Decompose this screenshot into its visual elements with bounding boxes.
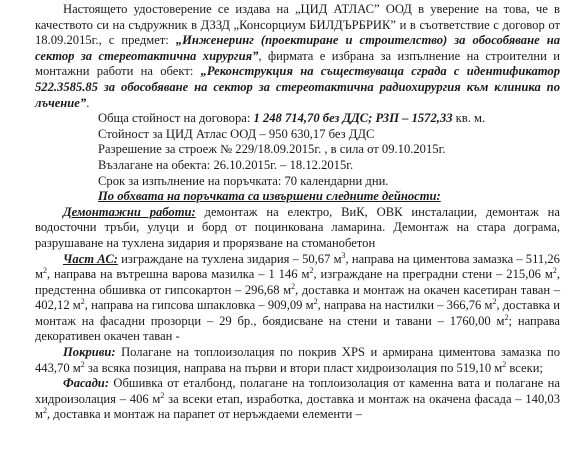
roofs-paragraph: Покриви: Полагане на топлоизолация по покрив XPS и армирана циментова замазка по 443,70 $м^2$ за всяка позиция, направа на първи и втори пласт хидроизолация по 519,10 $м^2$ всеки; — [35, 345, 560, 375]
activities-heading: По обхвата на поръчката са извършени следните дейности: — [98, 189, 441, 204]
deadline: Срок за изпълнение на поръчката: 70 календарни дни. — [98, 173, 389, 188]
as-part-paragraph: Част АС: изграждане на тухлена зидария – 50,67 $м^3$, направа на циментова замазка – 511,26 $м^2$, направа на вътрешна варова мазилка – 1 146 $м^2$, изграждане на преградни стени – 215,06 $м^2$, предстенна обшивка от гипсокартон – 296,68 $м^2$, доставка и монтаж на окачен касетиран таван – 402,12 $м^2$, направа на гипсова шпакловка – 909,09 $м^2$, направа на настилки – 366,76 $м^2$, доставка и монтаж на фасадни прозорци – 29 бр., боядисване на стени и тавани – 1760,00 $м^2$; направа декоративен окачен таван - — [35, 250, 561, 344]
facades-label: Фасади: — [63, 376, 110, 391]
building-permit: Разрешение за строеж № 229/18.09.2015г. , в сила от 09.10.2015г. — [98, 142, 446, 157]
demolition-label: Демонтажни работи: — [63, 204, 196, 219]
roofs-label: Покриви: — [63, 345, 116, 360]
demolition-paragraph: Демонтажни работи: демонтаж на електро, ВиК, ОВК инсталации, демонтаж на водосточни тръби, улуци и борд от поцинкована ламарина. Демонтаж на стара дограма, разрушаване на тухлена зидария и прорязване на стоманобетон — [35, 204, 560, 250]
project-object: „Реконструкция на съществуваща сграда с идентификатор 522.3585.85 за обособяване на сектор за стереотактична радиохирургия към клиника по лъчение” — [35, 64, 560, 110]
as-part-label: Част АС: — [63, 251, 118, 266]
cid-value: Стойност за ЦИД Атлас ООД – 950 630,17 без ДДС — [98, 126, 375, 141]
intro-paragraph: Настоящето удостоверение се издава на „ЦИД АТЛАС” ООД в уверение на това, че в качеството си на съдружник в ДЗЗД „Консорциум БИЛДЪРБРИК” и в съответствие с договор от 18.09.2015г., с предмет: „Инженеринг (проектиране и строителство) за обособяване на сектор за стереотактична хирургия”, фирмата е избрана за изпълнение на строителни и монтажни работи на обект: „Реконструкция на съществуваща сграда с идентификатор 522.3585.85 за обособяване на сектор за стереотактична радиохирургия към клиника по лъчение”. — [35, 2, 560, 110]
contract-subject: „Инженеринг (проектиране и строителство) за обособяване на сектор за стереотактична хирургия” — [35, 33, 560, 63]
facades-paragraph: Фасади: Обшивка от еталбонд, полагане на топлоизолация от каменна вата и полагане на хидроизолация – 406 $м^2$ за всеки етап, изработка, доставка и монтаж на окачена фасада – 140,03 $м^2$, доставка и монтаж на парапет от неръждаеми елементи – — [35, 376, 560, 422]
contract-total: Обща стойност на договора: 1 248 714,70 без ДДС; РЗП – 1572,33 кв. м. — [98, 111, 486, 126]
assignment-dates: Възлагане на обекта: 26.10.2015г. – 18.12.2015г. — [98, 157, 354, 172]
